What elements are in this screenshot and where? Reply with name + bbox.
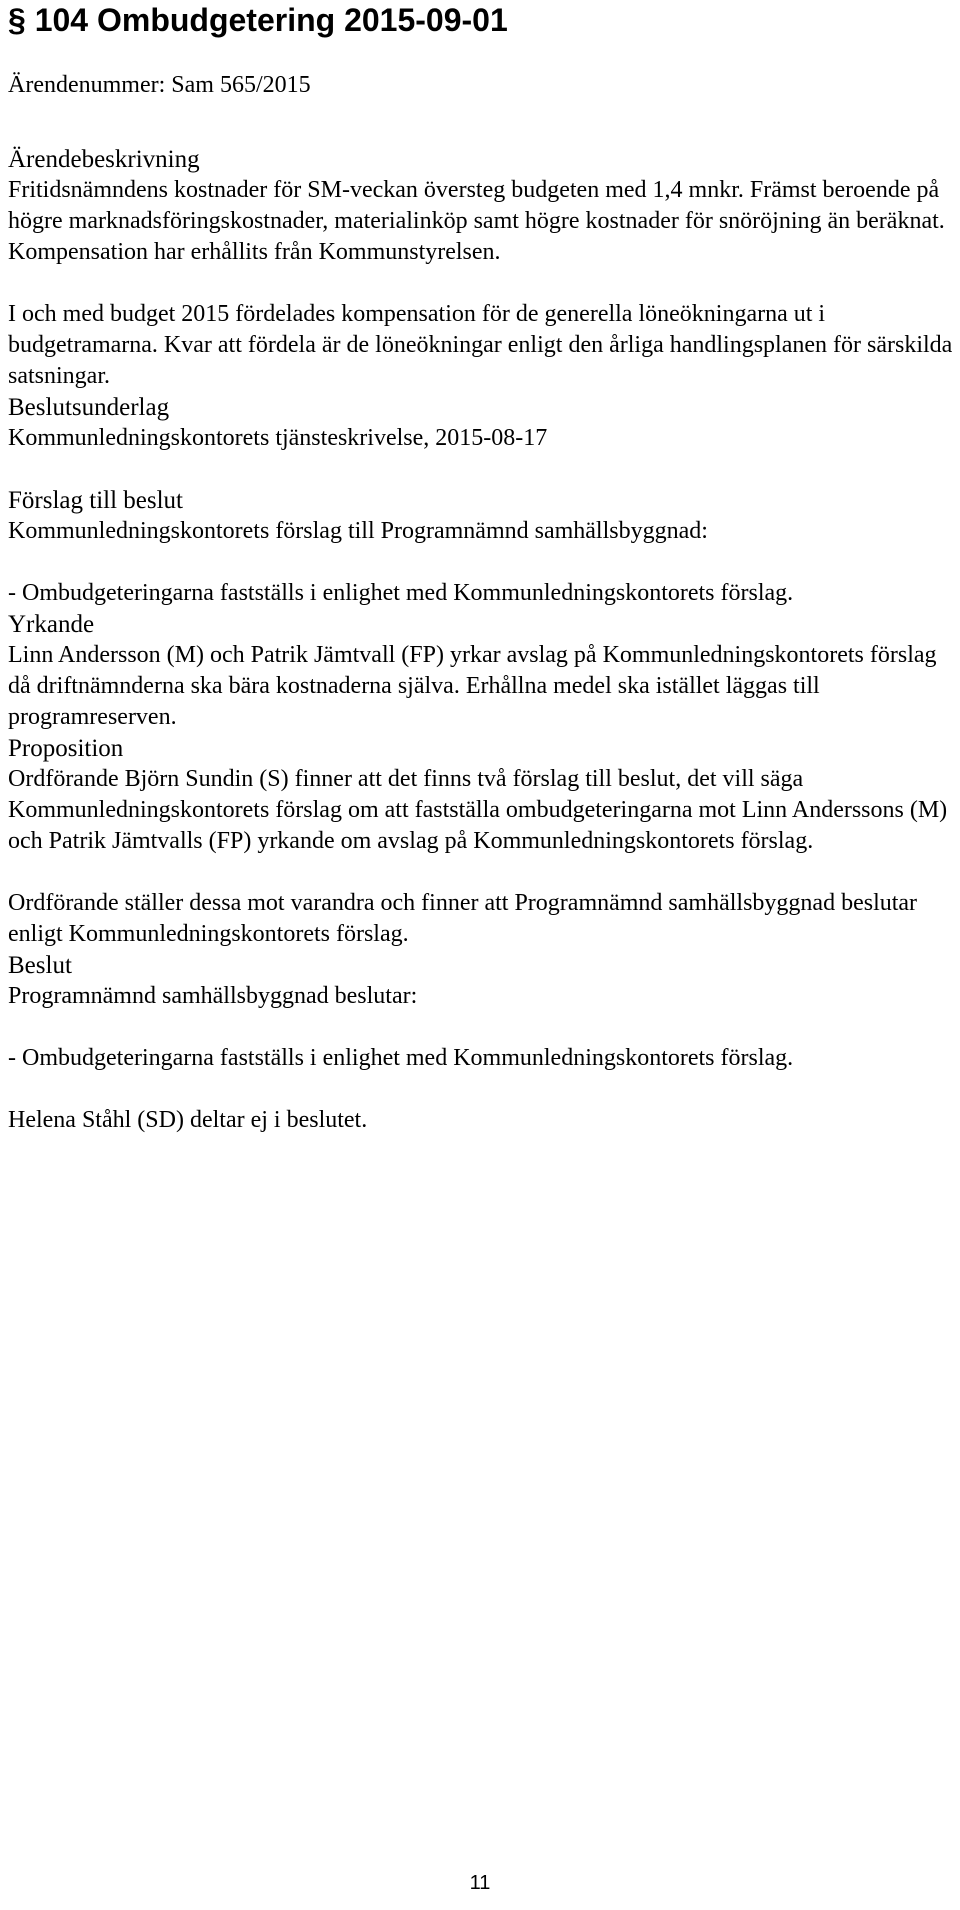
paragraph: Kommunledningskontorets förslag till Programnämnd samhällsbyggnad: [8, 518, 708, 544]
page-number: 11 [469, 1872, 491, 1894]
paragraph: Ordförande Björn Sundin (S) finner att det finns två förslag till beslut, det vill säga Kommunledningskontorets förslag om att fastställa ombudgeteringarna mot Linn Anderssons (M) och Patrik Jämtvalls (FP) yrkande om avslag på Kommunledningskontorets förslag. [8, 766, 948, 854]
paragraph: Helena Ståhl (SD) deltar ej i beslutet. [8, 1107, 368, 1133]
heading-proposition: Proposition [8, 735, 124, 762]
paragraph: Programnämnd samhällsbyggnad beslutar: [8, 983, 418, 1009]
heading-yrkande: Yrkande [8, 611, 95, 638]
heading-beslut: Beslut [8, 952, 72, 979]
paragraph: Linn Andersson (M) och Patrik Jämtvall (FP) yrkar avslag på Kommunledningskontorets förslag då driftnämnderna ska bära kostnaderna själva. Erhållna medel ska istället läggas till programreserven. [8, 642, 937, 730]
heading-beslutsunderlag: Beslutsunderlag [8, 394, 170, 421]
document-body [8, 70, 953, 1136]
paragraph: Kommunledningskontorets tjänsteskrivelse, 2015-08-17 [8, 425, 548, 451]
heading-forslag-till-beslut: Förslag till beslut [8, 487, 183, 514]
paragraph: Fritidsnämndens kostnader för SM-veckan översteg budgeten med 1,4 mnkr. Främst beroende på högre marknadsföringskostnader, materialinköp samt högre kostnader för snöröjning än beräknat. Kompensation har erhållits från Kommunstyrelsen. [8, 177, 945, 265]
paragraph: I och med budget 2015 fördelades kompensation för de generella löneökningarna ut i budgetramarna. Kvar att fördela är de löneökningar enligt den årliga handlingsplanen för särskilda satsningar. [8, 301, 953, 389]
heading-arendebeskrivning: Ärendebeskrivning [8, 146, 200, 173]
paragraph: - Ombudgeteringarna fastställs i enlighet med Kommunledningskontorets förslag. [8, 1045, 794, 1071]
paragraph: Ordförande ställer dessa mot varandra och finner att Programnämnd samhällsbyggnad beslutar enligt Kommunledningskontorets förslag. [8, 890, 918, 947]
case-number: Ärendenummer: Sam 565/2015 [8, 72, 311, 98]
paragraph: - Ombudgeteringarna fastställs i enlighet med Kommunledningskontorets förslag. [8, 580, 794, 606]
section-heading: § 104 Ombudgetering 2015-09-01 [8, 2, 508, 38]
